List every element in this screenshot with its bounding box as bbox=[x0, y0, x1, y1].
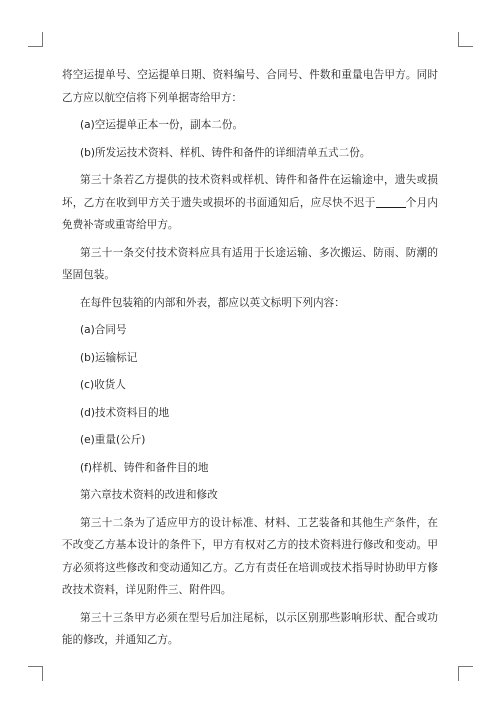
paragraph-article-31: 第三十一条交付技术资料应具有适用于长途运输、多次搬运、防雨、防潮的坚固包装。 bbox=[62, 246, 438, 281]
article-30-text-after: 个月内免费补寄或重寄给甲方。 bbox=[62, 196, 438, 231]
list-item-consignee: (c)收货人 bbox=[80, 379, 126, 391]
blank-line bbox=[376, 195, 406, 208]
paragraph-article-30 bbox=[62, 169, 438, 237]
paragraph-packing-marks: 在每件包装箱的内部和外表，都应以英文标明下列内容： bbox=[80, 296, 345, 309]
article-30-text-before: 第三十条若乙方提供的技术资料或样机、铸件和备件在运输途中，遗失或损坏，乙方在收到甲方关于遗失或损坏的书面通知后，应尽快不迟于 bbox=[62, 174, 438, 209]
paragraph-article-32: 第三十二条为了适应甲方的设计标准、材料、工艺装备和其他生产条件，在不改变乙方基本设计的条件下，甲方有权对乙方的技术资料进行修改和变动。甲方必须将这些修改和变动通知乙方。乙方有责任在培训或技术指导时协助甲方修改技术资料，详见附件三、附件四。 bbox=[62, 516, 438, 596]
crop-mark-top-left bbox=[28, 32, 43, 47]
list-item-doc-destination: (d)技术资料目的地 bbox=[80, 406, 170, 419]
paragraph-notice: 将空运提单号、空运提单日期、资料编号、合同号、件数和重量电告甲方。同时乙方应以航空信将下列单据寄给甲方： bbox=[62, 69, 438, 104]
crop-mark-top-right bbox=[458, 32, 473, 47]
chapter-heading: 第六章技术资料的改进和修改 bbox=[80, 489, 218, 501]
list-item-weight: (e)重量(公斤) bbox=[80, 434, 146, 446]
paragraph-article-33: 第三十三条甲方必须在型号后加注尾标，以示区别那些影响形状、配合或功能的修改，并通知乙方。 bbox=[62, 611, 438, 646]
list-item-shipping-list: (b)所发运技术资料、样机、铸件和备件的详细清单五式二份。 bbox=[80, 146, 371, 159]
list-item-shipping-mark: (b)运输标记 bbox=[80, 351, 138, 364]
crop-mark-bottom-left bbox=[28, 666, 43, 681]
list-item-parts-destination: (f)样机、铸件和备件目的地 bbox=[80, 461, 209, 474]
document-body bbox=[62, 64, 438, 657]
crop-mark-bottom-right bbox=[458, 666, 473, 681]
list-item-airway-bill: (a)空运提单正本一份，副本二份。 bbox=[80, 119, 244, 131]
list-item-contract-no: (a)合同号 bbox=[80, 324, 127, 336]
